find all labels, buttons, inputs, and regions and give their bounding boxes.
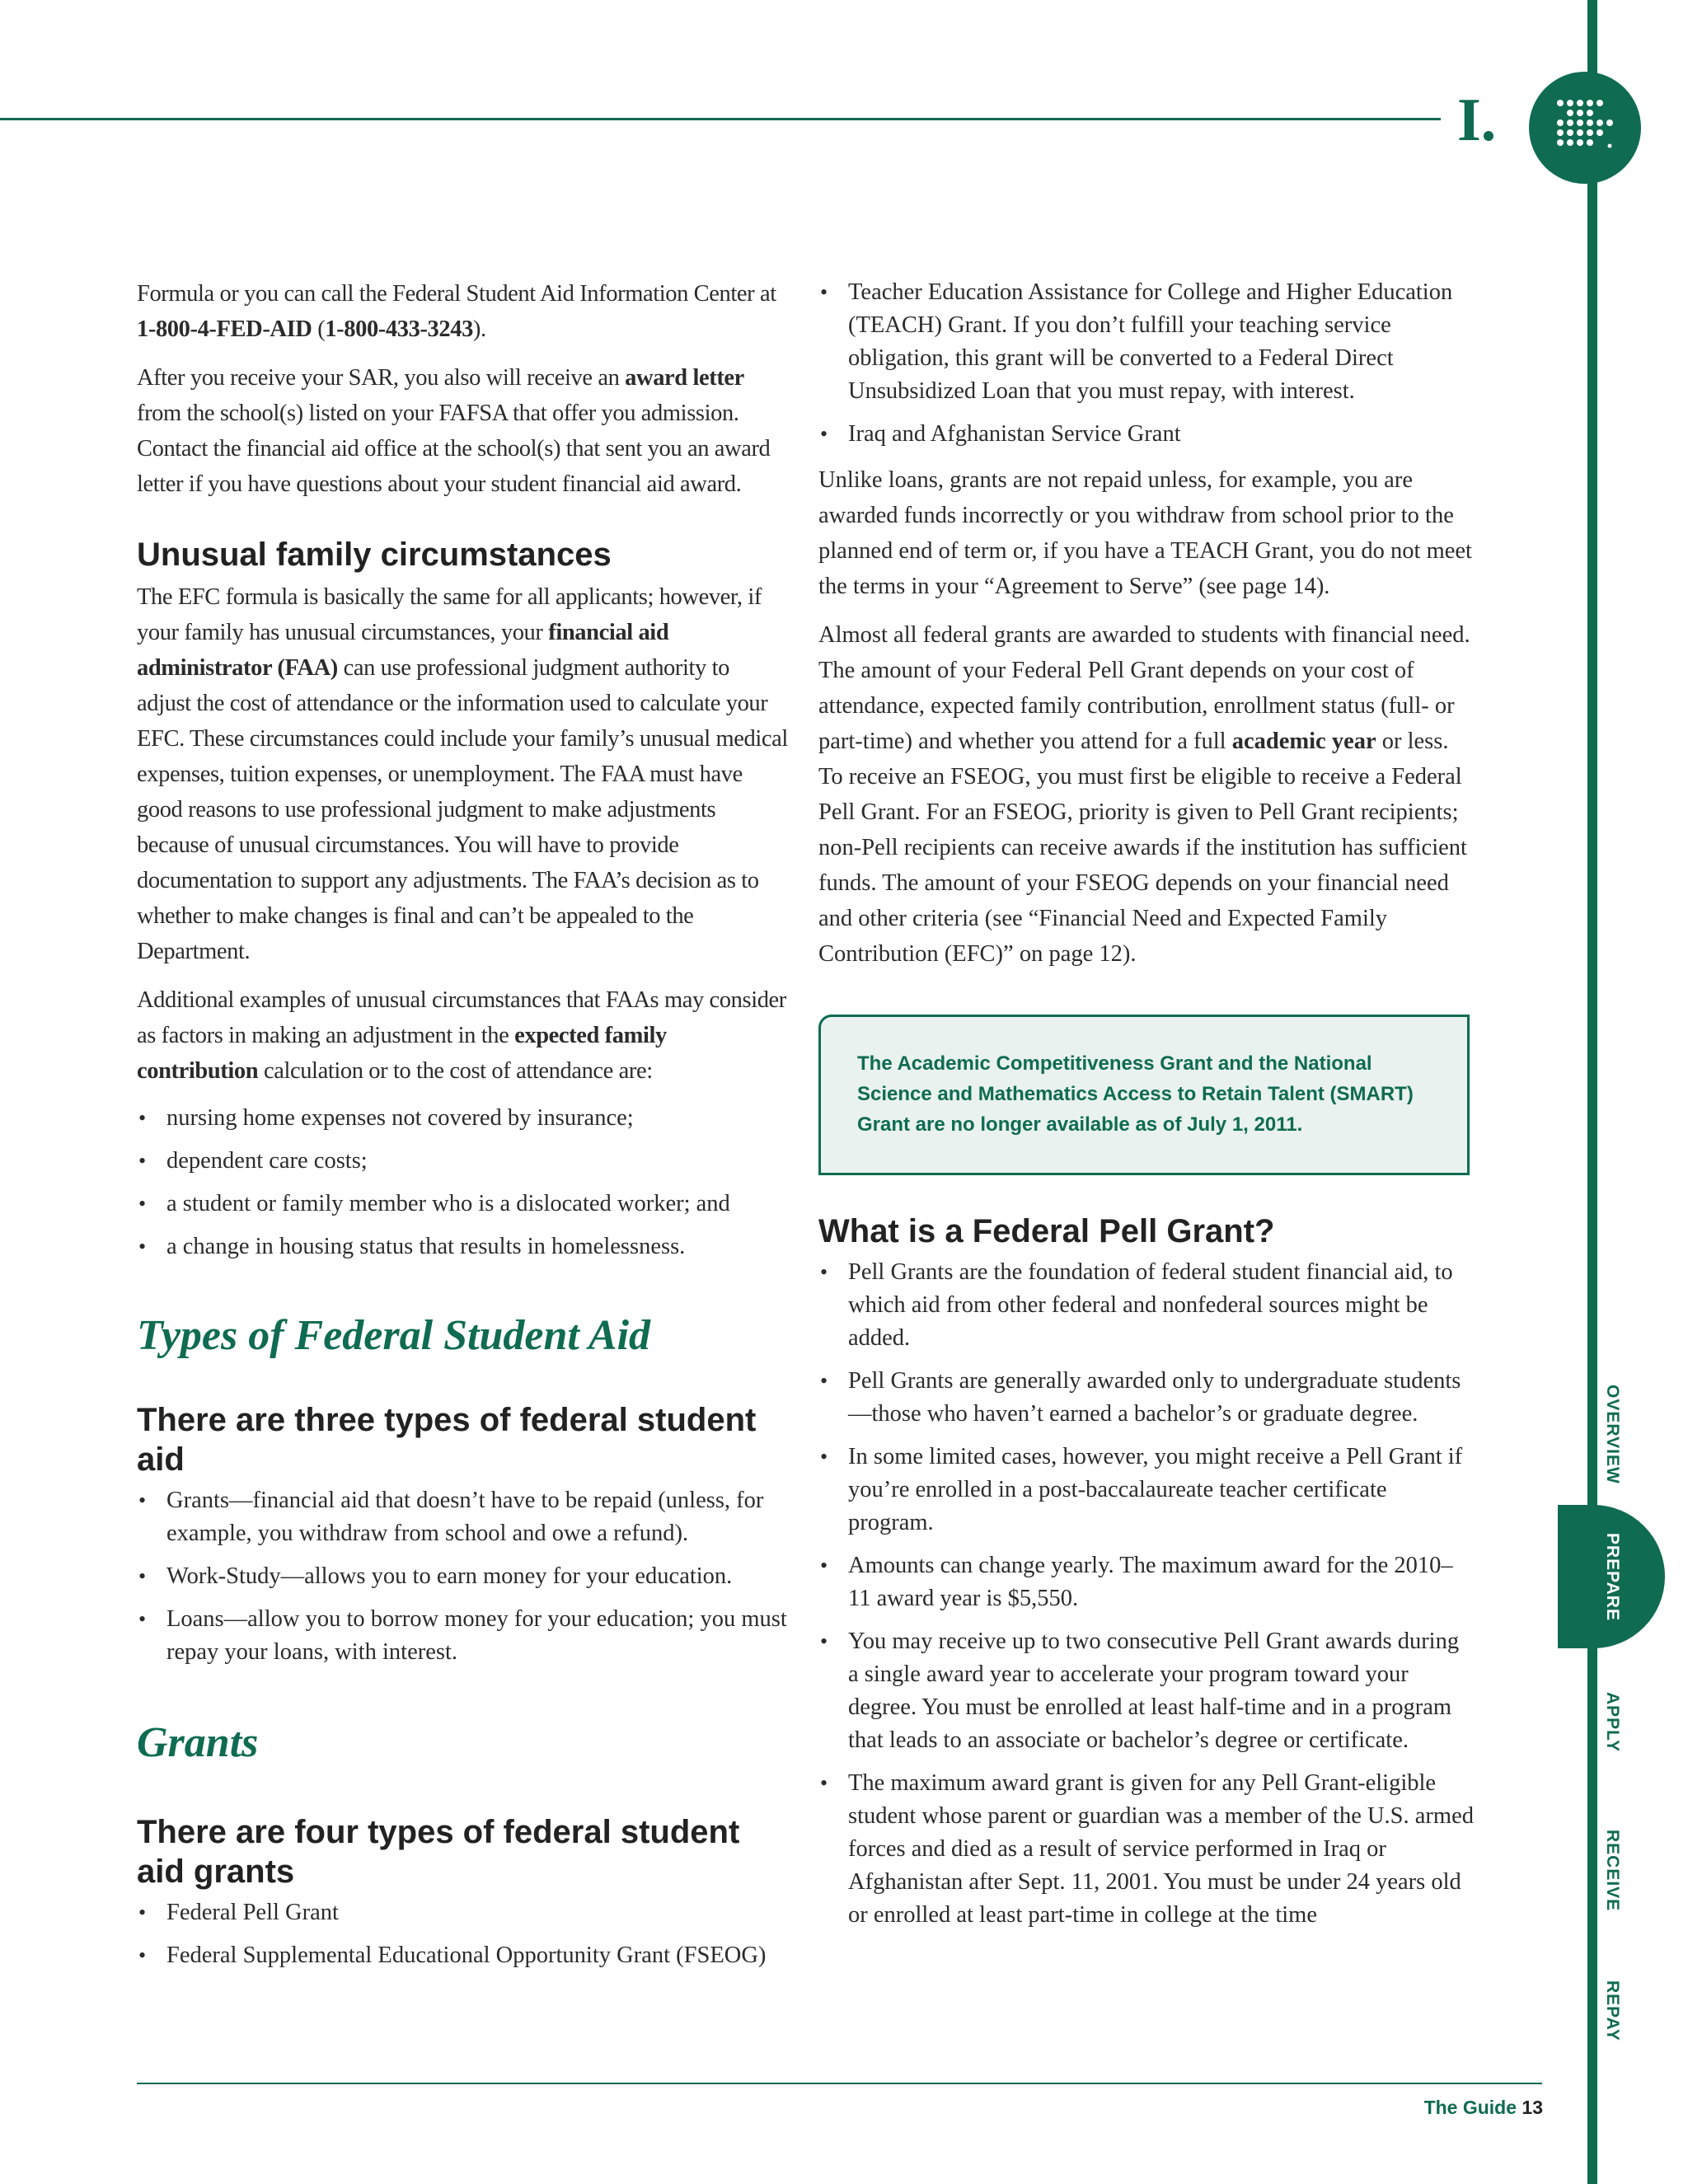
tab-prepare[interactable]: PREPARE [1603, 1533, 1622, 1621]
guide-title: The Guide [1423, 2097, 1517, 2118]
list-item: • Loans—allow you to borrow money for your education; you must repay your loans, with interest. [137, 1603, 788, 1669]
page-number: 13 [1522, 2097, 1543, 2118]
tab-overview[interactable]: OVERVIEW [1603, 1385, 1622, 1484]
unusual-circumstances-list [137, 1102, 788, 1263]
list-item: • You may receive up to two consecutive Pell Grant awards during a single award year to accelerate your program toward your degree. You must be enrolled at least half-time and in a program that leads to an associate or bachelor’s degree or certificate. [818, 1625, 1474, 1757]
pell-grant-list [818, 1256, 1474, 1932]
three-types-list [137, 1484, 788, 1669]
list-item: • Pell Grants are the foundation of federal student financial aid, to which aid from other federal and nonfederal sources might be added. [818, 1256, 1474, 1355]
right-column [818, 276, 1474, 1943]
tab-apply[interactable]: APPLY [1603, 1692, 1622, 1753]
footer [1401, 2091, 1543, 2124]
tab-repay[interactable]: REPAY [1603, 1980, 1622, 2041]
unlike-loans-paragraph: Unlike loans, grants are not repaid unless, for example, you are awarded funds incorrectly or you withdraw from school prior to the planned end of term or, if you have a TEACH Grant, you do not meet the terms in your “Agreement to Serve” (see page 14). [818, 467, 1472, 599]
list-item: • The maximum award grant is given for any Pell Grant-eligible student whose parent or guardian was a member of the U.S. armed forces and died as a result of service performed in Iraq or Afghanistan after Sept. 11, 2001. You must be under 24 years old or enrolled at least part-time in college at the time [818, 1767, 1474, 1932]
list-item: • Pell Grants are generally awarded only to undergraduate students—those who haven’t earned a bachelor’s or graduate degree. [818, 1365, 1474, 1431]
four-grants-list [137, 1896, 788, 1972]
dots-logo-icon [1529, 72, 1641, 184]
footer-rule [137, 2083, 1542, 2084]
list-item: • Grants—financial aid that doesn’t have to be repaid (unless, for example, you withdraw from school and owe a refund). [137, 1484, 788, 1550]
heading-pell-grant: What is a Federal Pell Grant? [818, 1213, 1275, 1249]
list-item: • Teacher Education Assistance for College and Higher Education (TEACH) Grant. If you don’t fulfill your teaching service obligation, this grant will be converted to a Federal Direct Unsubsidized Loan that you must repay, with interest. [818, 276, 1474, 408]
smart-grant-callout [818, 1015, 1470, 1175]
heading-types-of-aid: Types of Federal Student Aid [137, 1312, 651, 1359]
list-item: • a student or family member who is a dislocated worker; and [137, 1188, 788, 1221]
list-item: • dependent care costs; [137, 1145, 788, 1178]
heading-four-types: There are four types of federal student aid grants [137, 1814, 740, 1890]
heading-grants: Grants [137, 1719, 259, 1766]
section-number: I. [1457, 87, 1497, 154]
list-item: • Iraq and Afghanistan Service Grant [818, 418, 1474, 451]
grant-continued-list [818, 276, 1474, 451]
list-item: • nursing home expenses not covered by insurance; [137, 1102, 788, 1135]
tab-receive[interactable]: RECEIVE [1603, 1830, 1622, 1912]
list-item: • a change in housing status that results in homelessness. [137, 1230, 788, 1263]
list-item: • Amounts can change yearly. The maximum award for the 2010–11 award year is $5,550. [818, 1549, 1474, 1615]
callout-text: The Academic Competitiveness Grant and the National Science and Mathematics Access to Retain Talent (SMART) Grant are no longer available as of July 1, 2011. [857, 1052, 1414, 1136]
list-item: • Federal Pell Grant [137, 1896, 788, 1929]
financial-need-paragraph: Almost all federal grants are awarded to students with financial need. The amount of your Federal Pell Grant depends on your cost of attendance, expected family contribution, enrollment status (full- or part-time) and whether you attend for a full academic year or less. To receive an FSEOG, you must first be eligible to receive a Federal Pell Grant. For an FSEOG, priority is given to Pell Grant recipients; non-Pell recipients can receive awards if the institution has sufficient funds. The amount of your FSEOG depends on your financial need and other criteria (see “Financial Need and Expected Family Contribution (EFC)” on page 12). [818, 622, 1470, 967]
side-rule [1587, 0, 1597, 2184]
left-column [137, 276, 788, 1984]
list-item: • In some limited cases, however, you might receive a Pell Grant if you’re enrolled in a post-baccalaureate teacher certificate program. [818, 1441, 1474, 1540]
list-item: • Work-Study—allows you to earn money for your education. [137, 1560, 788, 1593]
fsaic-paragraph: Formula or you can call the Federal Student Aid Information Center at 1-800-4-FED-AID (1-800-433-3243). [137, 281, 776, 342]
heading-three-types: There are three types of federal student aid [137, 1402, 757, 1478]
efc-formula-paragraph: The EFC formula is basically the same for all applicants; however, if your family has unusual circumstances, your financial aid administrator (FAA) can use professional judgment authority to adjust the cost of attendance or the information used to calculate your EFC. These circumstances could include your family’s unusual medical expenses, tuition expenses, or unemployment. The FAA must have good reasons to use professional judgment to make adjustments because of unusual circumstances. You will have to provide documentation to support any adjustments. The FAA’s decision as to whether to make changes is final and can’t be appealed to the Department. [137, 584, 788, 964]
award-letter-paragraph: After you receive your SAR, you also will receive an award letter from the school(s) listed on your FAFSA that offer you admission. Contact the financial aid office at the school(s) that sent you an award letter if you have questions about your student financial aid award. [137, 365, 771, 497]
header-rule [0, 118, 1441, 120]
additional-examples-paragraph: Additional examples of unusual circumstances that FAAs may consider as factors in making an adjustment in the expected family contribution calculation or to the cost of attendance are: [137, 987, 786, 1084]
heading-unusual-circumstances: Unusual family circumstances [137, 537, 612, 573]
list-item: • Federal Supplemental Educational Opportunity Grant (FSEOG) [137, 1939, 788, 1972]
